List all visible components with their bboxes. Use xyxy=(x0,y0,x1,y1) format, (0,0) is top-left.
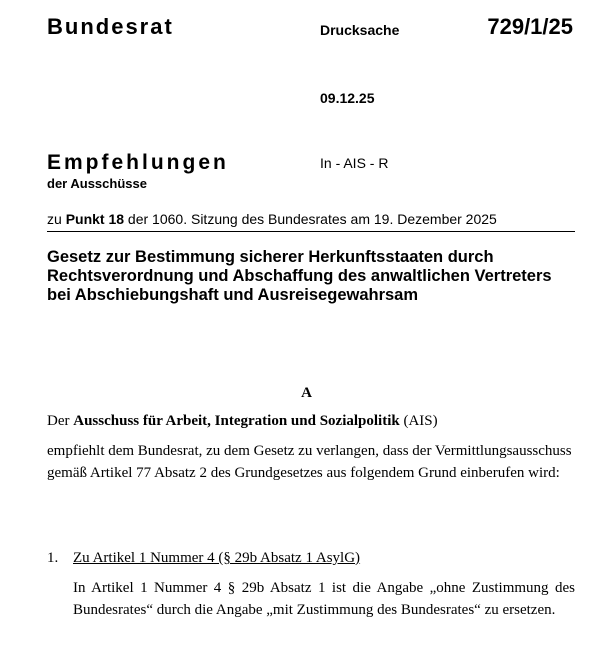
committee-prefix: Der xyxy=(47,413,74,429)
organization-name: Bundesrat xyxy=(47,14,174,39)
committee-codes: In - AIS - R xyxy=(320,155,389,171)
agenda-suffix: der 1060. Sitzung des Bundesrates am 19. Dezember 2025 xyxy=(124,211,497,227)
committee-line xyxy=(47,413,438,430)
document-subtype: der Ausschüsse xyxy=(47,176,147,191)
law-title: Gesetz zur Bestimmung sicherer Herkunftsstaaten durch Rechtsverordnung und Abschaffung des anwaltlichen Vertreters bei Abschiebungshaft und Ausreisegewahrsam xyxy=(47,248,552,304)
recommendation-text: empfiehlt dem Bundesrat, zu dem Gesetz zu verlangen, dass der Vermittlungsausschuss gemäß Artikel 77 Absatz 2 des Grundgesetzes aus folgendem Grund einberufen wird: xyxy=(47,443,572,481)
agenda-line xyxy=(47,211,575,232)
section-letter: A xyxy=(301,385,312,401)
item-number: 1. xyxy=(47,550,59,566)
committee-suffix: (AIS) xyxy=(399,413,438,429)
drucksache-label: Drucksache xyxy=(320,22,400,38)
document-date: 09.12.25 xyxy=(320,90,375,106)
item-heading: Zu Artikel 1 Nummer 4 (§ 29b Absatz 1 AsylG) xyxy=(73,550,361,566)
agenda-prefix: zu xyxy=(47,211,66,227)
item-body: In Artikel 1 Nummer 4 § 29b Absatz 1 ist die Angabe „ohne Zustimmung des Bundesrates“ durch die Angabe „mit Zustimmung des Bundesrates“ zu ersetzen. xyxy=(73,580,575,618)
drucksache-number: 729/1/25 xyxy=(487,14,573,39)
committee-name: Ausschuss für Arbeit, Integration und Sozialpolitik xyxy=(73,413,400,429)
document-type: Empfehlungen xyxy=(47,151,229,174)
agenda-point: Punkt 18 xyxy=(65,211,125,227)
